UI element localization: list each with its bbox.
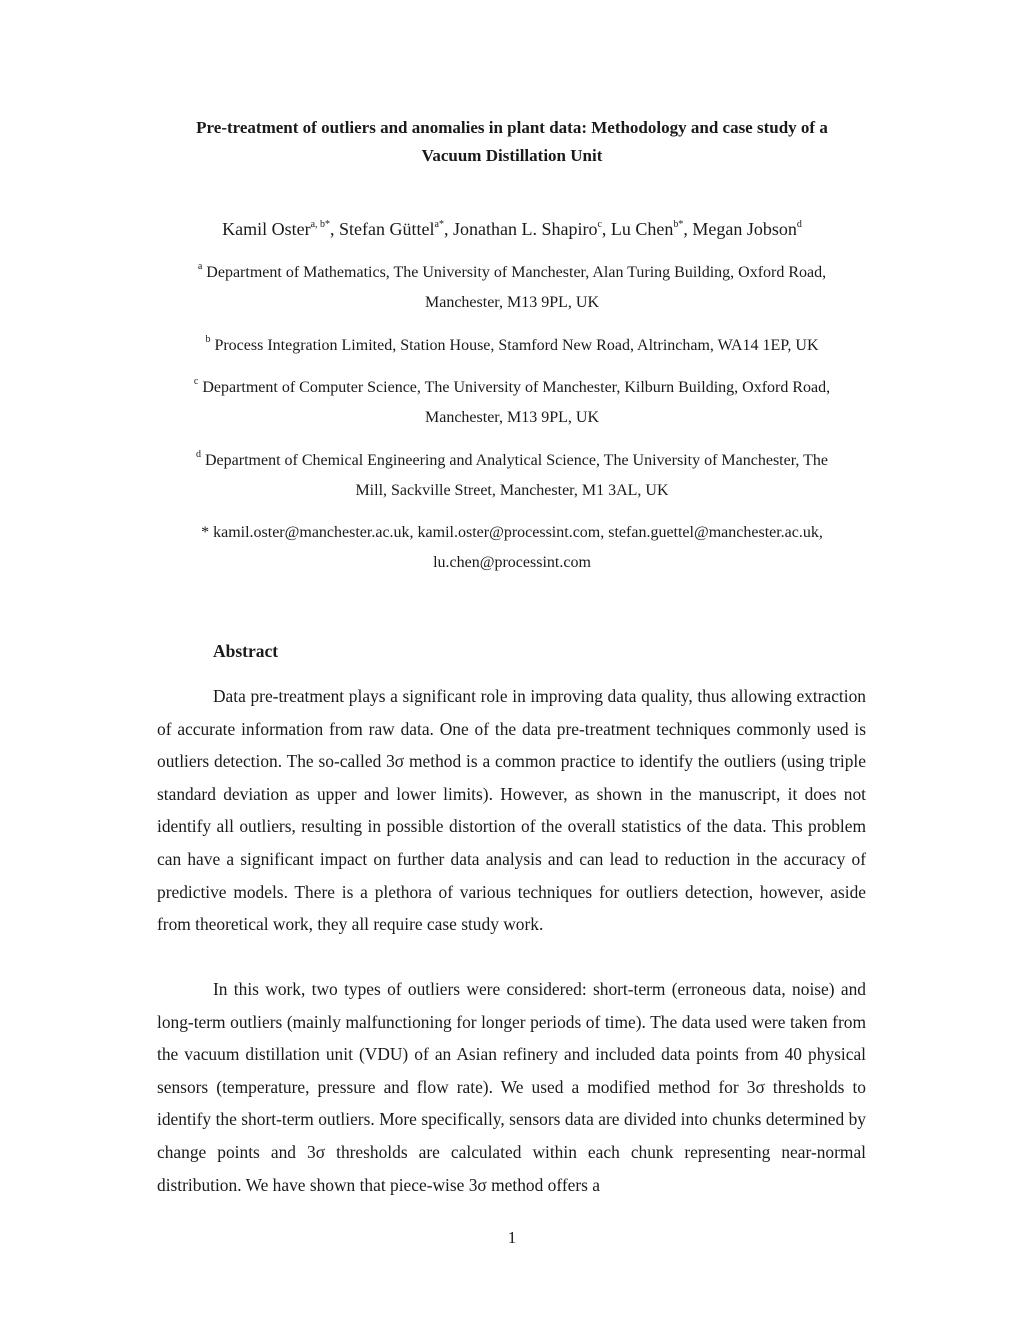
author: Lu Chen$^{b*}$, [610,219,693,239]
abstract-paragraph-2: In this work, two types of outliers were considered: short-term (erroneous data, noise) and long-term outliers (mainly malfunctioning for longer periods of time). The data used were taken from the vacuum distillation unit (VDU) of an Asian refinery and included data points from 40 physical sensors (temperature, pressure and flow rate). We used a modified method for 3σ thresholds to identify the short-term outliers. More specifically, sensors data are divided into chunks determined by change points and 3σ thresholds are calculated within each chunk representing near-normal distribution. We have shown that piece-wise 3σ method offers a [157,979,866,1195]
author: Stefan Güttel$^{a*}$, [339,219,453,239]
abstract-paragraph-1: Data pre-treatment plays a significant role in improving data quality, thus allowing extraction of accurate information from raw data. One of the data pre-treatment techniques commonly used is outliers detection. The so-called 3σ method is a common practice to identify the outliers (using triple standard deviation as upper and lower limits). However, as shown in the manuscript, it does not identify all outliers, resulting in possible distortion of the overall statistics of the data. This problem can have a significant impact on further data analysis and can lead to reduction in the accuracy of predictive models. There is a plethora of various techniques for outliers detection, however, aside from theoretical work, they all require case study work. [157,686,866,935]
author-list [0,215,1024,243]
page-number: 1 [507,1228,517,1247]
affiliation-b: $^b$ Process Integration Limited, Station House, Stamford New Road, Altrincham, WA14 1EP, UK [205,334,819,354]
author: Kamil Oster$^{a, b*}$, [222,219,340,239]
corresponding-emails [140,518,884,578]
affiliation-c: $^c$ Department of Computer Science, The University of Manchester, Kilburn Building, Oxford Road, Manchester, M13 9PL, UK [193,376,831,426]
affiliation-a: $^a$ Department of Mathematics, The University of Manchester, Alan Turing Building, Oxford Road, Manchester, M13 9PL, UK [197,261,827,311]
author: Megan Jobson$^d$ [692,219,802,239]
emails-line-2: lu.chen@processint.com [433,554,591,571]
abstract-heading: Abstract [213,641,279,661]
emails-line-1: * kamil.oster@manchester.ac.uk, kamil.oster@processint.com, stefan.guettel@manchester.ac.uk, [201,524,823,541]
title-line-2: Vacuum Distillation Unit [421,146,603,165]
title-line-1: Pre-treatment of outliers and anomalies in plant data: Methodology and case study of a [196,118,828,137]
author: Jonathan L. Shapiro$^c$, [452,219,611,239]
paper-title [120,114,904,170]
affiliation-d: $^d$ Department of Chemical Engineering and Analytical Science, The University of Manchester, The Mill, Sackville Street, Manchester, M1 3AL, UK [195,449,828,499]
